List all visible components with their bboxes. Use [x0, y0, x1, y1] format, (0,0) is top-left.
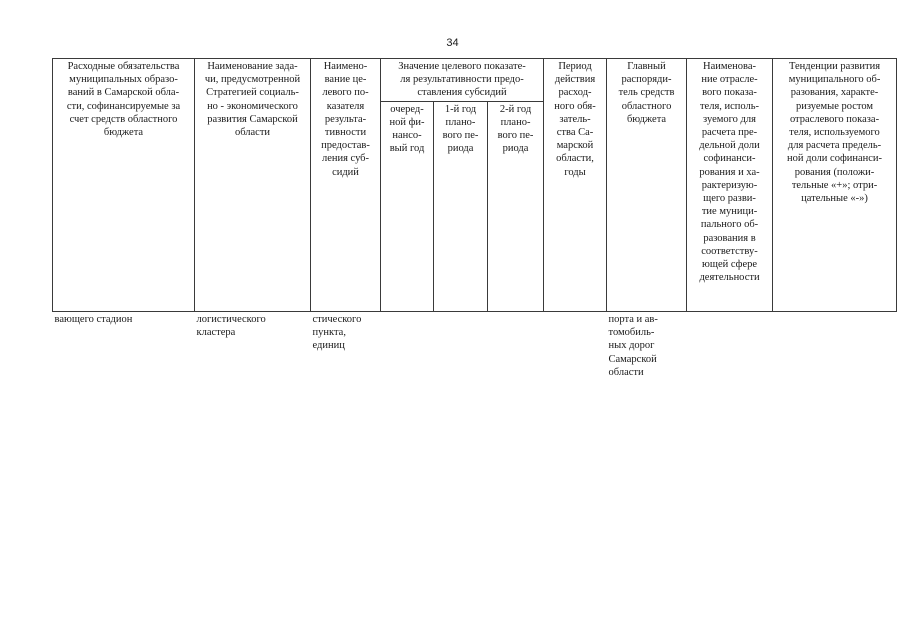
header-plan-year-2: 2-й год плано- вого пе- риода [488, 101, 544, 311]
row-plan-year-1 [434, 312, 488, 395]
row-budget-manager: порта и ав- томобиль- ных дорог Самарской области [608, 314, 658, 378]
header-indicator-value-group: Значение целевого показате- ля результативности предо- ставления субсидий [381, 59, 544, 102]
subsidy-table [52, 58, 897, 394]
row-current-year [381, 312, 434, 395]
header-current-year: очеред- ной фи- нансо- вый год [381, 101, 434, 311]
header-sector-indicator: Наименова- ние отрасле- вого показа- теля, исполь- зуемого для расчета пре- дельной доли софинанси- рования и ха- рактеризую- щего разви- тие муници- пального об- разования в соответству- ющей сфере деятельности [687, 59, 773, 312]
row-sector-indicator [687, 312, 773, 395]
row-indicator-name: стического пункта, единиц [312, 314, 362, 352]
header-obligations: Расходные обязательства муниципальных образо- ваний в Самарской обла- сти, софинансируемые за счет средств областного бюджета [53, 59, 195, 312]
page-number: 34 [446, 37, 459, 49]
header-trends: Тенденции развития муниципального об- разования, характе- ризуемые ростом отраслевого показа- теля, используемого для расчета предель- ной доли софинанси- рования (положи- тельные «+»; отри- цательные «-») [773, 59, 897, 312]
row-period [544, 312, 607, 395]
header-row-1 [53, 59, 897, 102]
header-budget-manager: Главный распоряди- тель средств областного бюджета [607, 59, 687, 312]
row-task-name: логистического кластера [196, 314, 266, 339]
header-task-name: Наименование зада- чи, предусмотренной Стратегией социаль- но - экономического развития Самарской области [195, 59, 311, 312]
table-row [53, 312, 897, 395]
header-indicator-name: Наимено- вание це- левого по- казателя результа- тивности предостав- ления суб- сидий [311, 59, 381, 312]
header-period: Период действия расход- ного обя- затель- ства Са- марской области, годы [544, 59, 607, 312]
header-plan-year-1: 1-й год плано- вого пе- риода [434, 101, 488, 311]
row-trends [773, 312, 897, 395]
row-plan-year-2 [488, 312, 544, 395]
row-obligations: вающего стадион [54, 314, 133, 325]
